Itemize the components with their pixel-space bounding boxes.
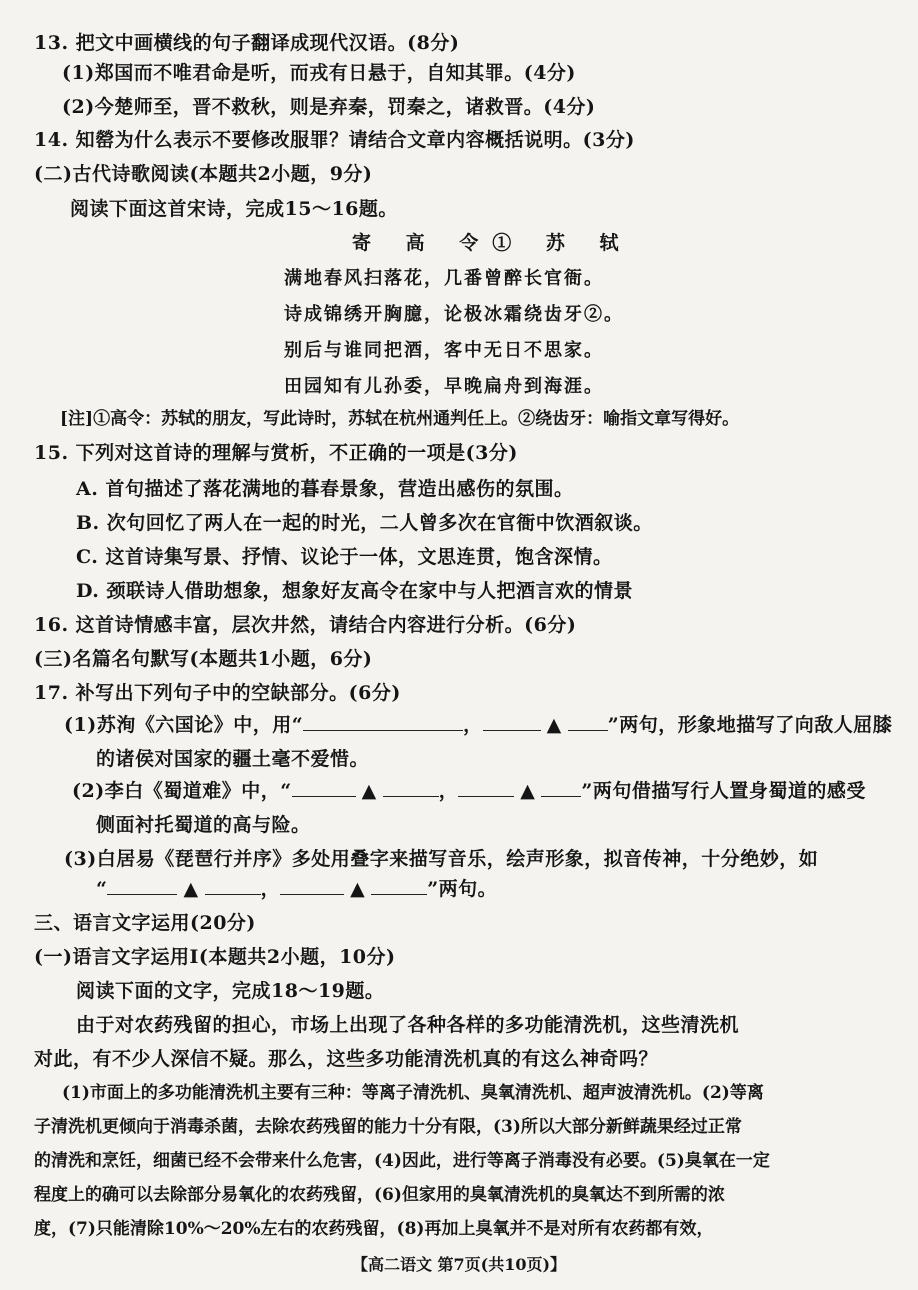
answer-blank[interactable] xyxy=(107,876,177,895)
question-17-1-cont: 的诸侯对国家的疆土毫不爱惜。 xyxy=(96,748,370,770)
question-17-2-cont: 侧面衬托蜀道的高与险。 xyxy=(96,814,311,836)
poem-line-3: 别后与谁同把酒，客中无日不思家。 xyxy=(284,340,604,361)
question-13-1: (1)郑国而不唯君命是听，而戎有日悬于，自知其罪。(4分) xyxy=(62,62,576,84)
poem-line-1: 满地春风扫落花，几番曾醉长官衙。 xyxy=(284,268,604,289)
triangle-icon: ▲ xyxy=(350,878,366,900)
option-c: C. 这首诗集写景、抒情、议论于一体，文思连贯，饱含深情。 xyxy=(76,546,613,568)
triangle-icon: ▲ xyxy=(546,714,562,736)
answer-blank[interactable] xyxy=(292,778,356,797)
question-17-1: (1)苏洵《六国论》中，用“ ， ▲ ”两句，形象地描写了向敌人屈膝 xyxy=(64,714,893,736)
question-15: 15. 下列对这首诗的理解与赏析，不正确的一项是(3分) xyxy=(34,442,518,464)
question-13: 13. 把文中画横线的句子翻译成现代汉语。(8分) xyxy=(34,32,460,54)
passage-line-6: 程度上的确可以去除部分易氧化的农药残留，(6)但家用的臭氧清洗机的臭氧达不到所需的浓 xyxy=(34,1185,725,1205)
option-a: A. 首句描述了落花满地的暮春景象，营造出感伤的氛围。 xyxy=(76,478,574,500)
answer-blank[interactable] xyxy=(280,876,344,895)
poem-line-4: 田园知有儿孙委，早晚扁舟到海涯。 xyxy=(284,376,604,397)
answer-blank[interactable] xyxy=(458,778,514,797)
answer-blank[interactable] xyxy=(371,876,427,895)
passage-line-4: 子清洗机更倾向于消毒杀菌，去除农药残留的能力十分有限，(3)所以大部分新鲜蔬果经过正常 xyxy=(34,1117,742,1137)
answer-blank[interactable] xyxy=(568,712,608,731)
triangle-icon: ▲ xyxy=(361,780,377,802)
passage-line-5: 的清洗和烹饪，细菌已经不会带来什么危害，(4)因此，进行等离子消毒没有必要。(5)臭氧在一定 xyxy=(34,1151,770,1171)
reading-instruction: 阅读下面的文字，完成18～19题。 xyxy=(76,980,385,1002)
question-17-3-cont: “ ▲ ， ▲ ”两句。 xyxy=(96,878,498,900)
poem-note: [注]①高令：苏轼的朋友，写此诗时，苏轼在杭州通判任上。②绕齿牙：喻指文章写得好。 xyxy=(60,409,740,429)
answer-blank[interactable] xyxy=(483,712,541,731)
question-17: 17. 补写出下列句子中的空缺部分。(6分) xyxy=(34,682,401,704)
answer-blank[interactable] xyxy=(383,778,439,797)
passage-line-1: 由于对农药残留的担心，市场上出现了各种各样的多功能清洗机，这些清洗机 xyxy=(76,1014,740,1036)
triangle-icon: ▲ xyxy=(183,878,199,900)
answer-blank[interactable] xyxy=(303,712,463,731)
answer-blank[interactable] xyxy=(205,876,261,895)
poem-line-2: 诗成锦绣开胸臆，论极冰霜绕齿牙②。 xyxy=(284,304,624,325)
poem-instruction: 阅读下面这首宋诗，完成15～16题。 xyxy=(70,198,398,220)
poem-title: 寄 高 令① 苏 轼 xyxy=(352,232,633,254)
option-d: D. 颈联诗人借助想象，想象好友高令在家中与人把酒言欢的情景 xyxy=(76,580,634,602)
triangle-icon: ▲ xyxy=(520,780,536,802)
answer-blank[interactable] xyxy=(541,778,581,797)
option-b: B. 次句回忆了两人在一起的时光，二人曾多次在官衙中饮酒叙谈。 xyxy=(76,512,653,534)
question-17-2: (2)李白《蜀道难》中，“ ▲ ， ▲ ”两句借描写行人置身蜀道的感受 xyxy=(72,780,866,802)
passage-line-7: 度，(7)只能清除10%～20%左右的农药残留，(8)再加上臭氧并不是对所有农药都有效， xyxy=(34,1219,714,1239)
question-13-2: (2)今楚师至，晋不救秋，则是弃秦，罚秦之，诸救晋。(4分) xyxy=(62,96,596,118)
section-recitation: (三)名篇名句默写(本题共1小题，6分) xyxy=(34,648,373,670)
passage-line-2: 对此，有不少人深信不疑。那么，这些多功能清洗机真的有这么神奇吗？ xyxy=(34,1048,659,1070)
section-three-heading: 三、语言文字运用(20分) xyxy=(34,912,256,934)
section-poetry: (二)古代诗歌阅读(本题共2小题，9分) xyxy=(34,163,373,185)
page-footer: 【高二语文 第7页(共10页)】 xyxy=(351,1255,567,1274)
section-language-1: (一)语言文字运用Ⅰ(本题共2小题，10分) xyxy=(34,946,396,968)
passage-line-3: (1)市面上的多功能清洗机主要有三种：等离子清洗机、臭氧清洗机、超声波清洗机。(2)等离 xyxy=(62,1083,764,1103)
question-14: 14. 知罃为什么表示不要修改服罪？请结合文章内容概括说明。(3分) xyxy=(34,129,635,151)
question-17-3: (3)白居易《琵琶行并序》多处用叠字来描写音乐，绘声形象，拟音传神，十分绝妙，如 xyxy=(64,848,819,870)
question-16: 16. 这首诗情感丰富，层次井然，请结合内容进行分析。(6分) xyxy=(34,614,577,636)
